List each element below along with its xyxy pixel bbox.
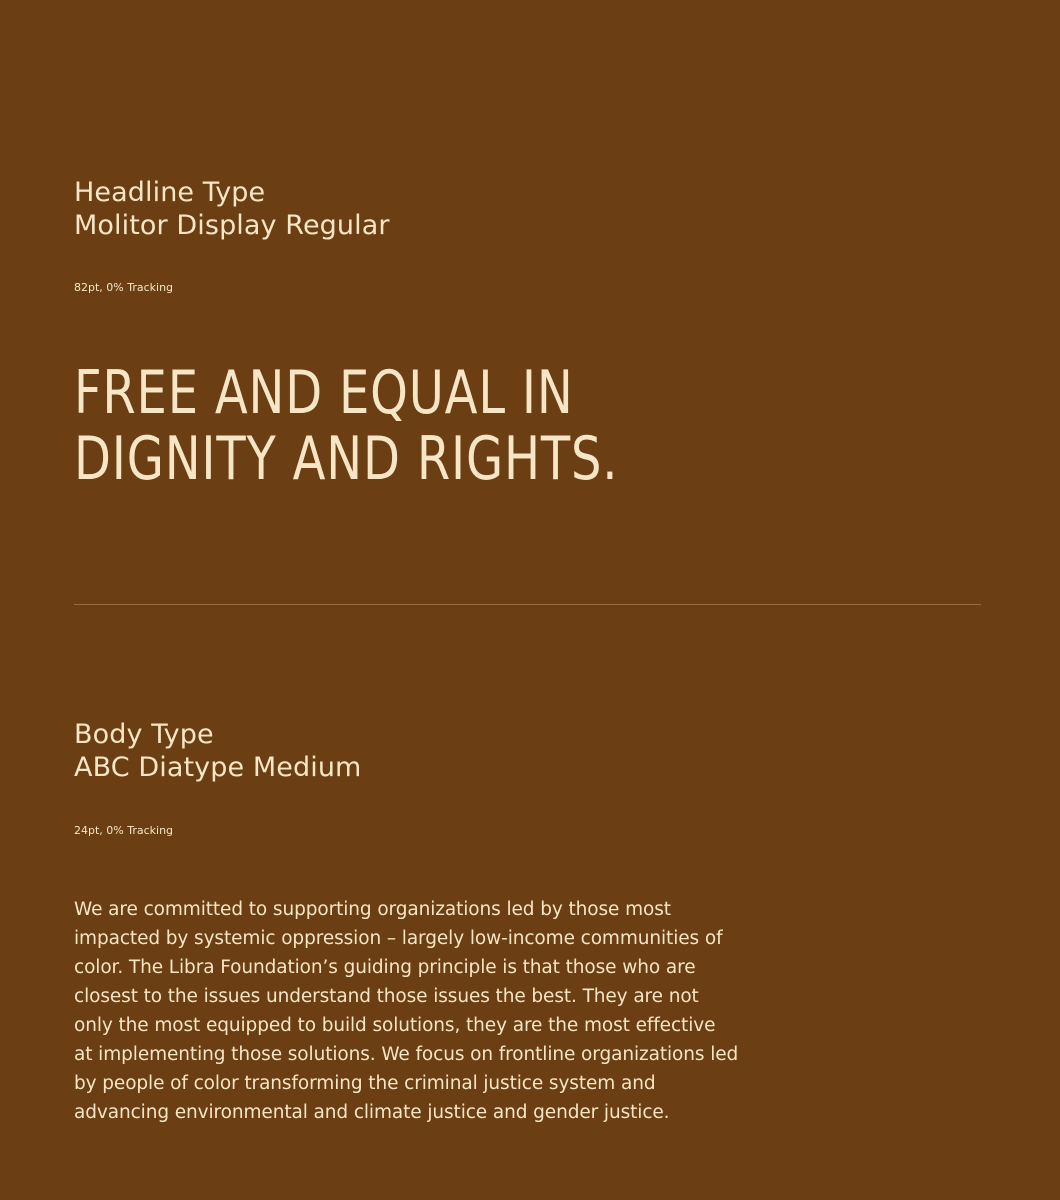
body-font-name: ABC Diatype Medium [74, 752, 362, 783]
headline-sample-line-1: FREE AND EQUAL IN [74, 358, 574, 428]
headline-sample-line-2: DIGNITY AND RIGHTS. [74, 424, 619, 494]
body-type-label [74, 718, 361, 784]
headline-type-label [74, 176, 390, 242]
headline-sample [74, 360, 618, 492]
body-spec: 24pt, 0% Tracking [74, 824, 174, 837]
headline-type-title: Headline Type [74, 177, 266, 208]
headline-font-name: Molitor Display Regular [74, 210, 390, 241]
body-type-title: Body Type [74, 719, 214, 750]
body-sample-paragraph: We are committed to supporting organizations led by those most impacted by systemic oppression – largely low-income communities of color. The Libra Foundation’s guiding principle is that those who are closest to the issues understand those issues the best. They are not only the most equipped to build solutions, they are the most effective at implementing those solutions. We focus on frontline organizations led by people of color transforming the criminal justice system and advancing environmental and climate justice and gender justice. [74, 899, 739, 1123]
section-divider [74, 604, 981, 605]
headline-spec: 82pt, 0% Tracking [74, 281, 174, 294]
